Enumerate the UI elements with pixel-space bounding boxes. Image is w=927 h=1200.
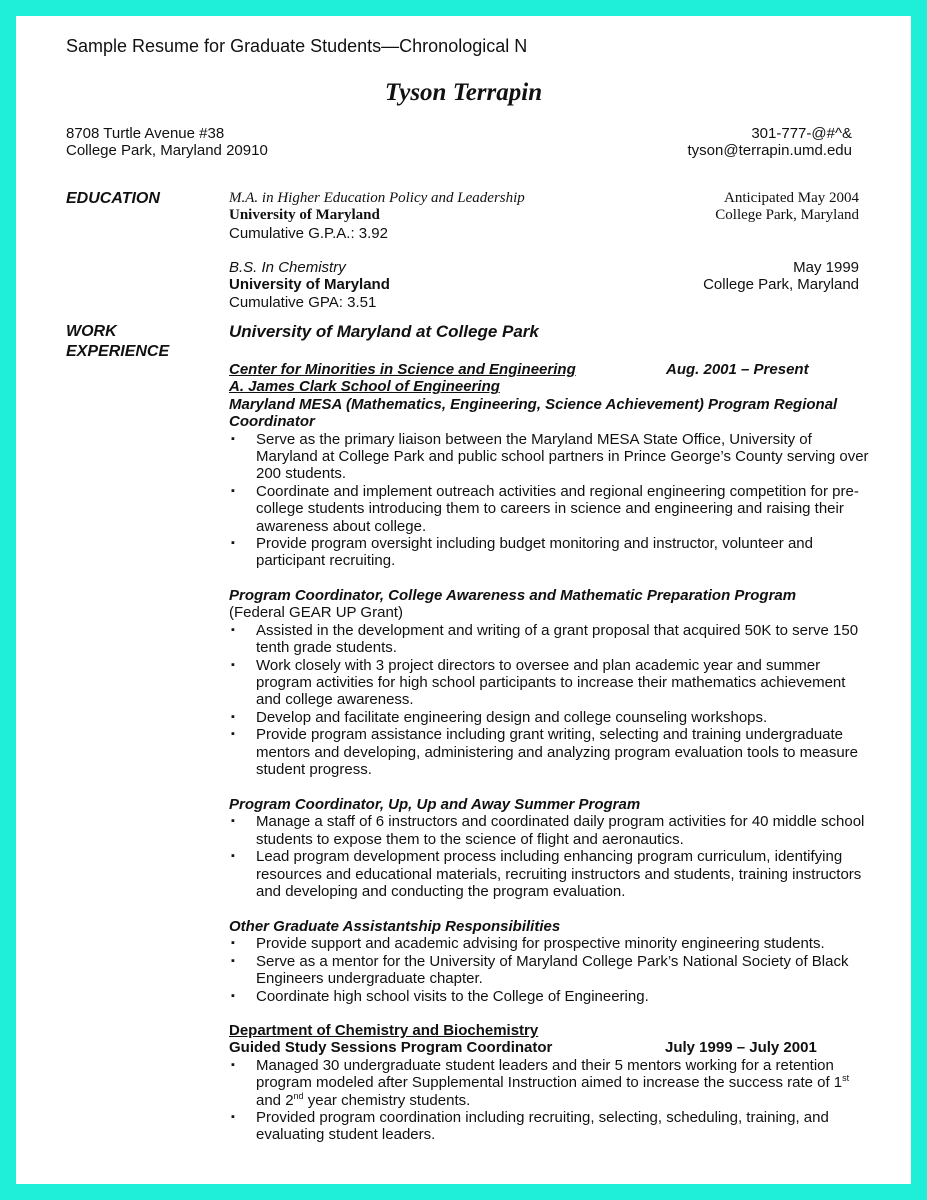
contact-block (560, 125, 852, 159)
job-unit: Department of Chemistry and Biochemistry (229, 1022, 539, 1039)
job-unit-row (229, 361, 869, 378)
job-bullets (229, 1057, 869, 1144)
address-line-1: 8708 Turtle Avenue #38 (66, 125, 225, 142)
list-item: ▪ Lead program development process including enhancing program curriculum, identifying resources and educational materials, recruiting instructors and students, training instructors and developing and conducting the program evaluation. (231, 848, 862, 901)
job-unit-2: A. James Clark School of Engineering (229, 378, 500, 396)
bullet-icon: ▪ (231, 623, 235, 636)
education-degree-bs-meta (600, 259, 859, 294)
job-gear-up (229, 587, 869, 778)
degree-location: College Park, Maryland (703, 276, 859, 294)
list-item: ▪ Serve as the primary liaison between the Maryland MESA State Office, University of Maryland at College Park and public school partners in Prince George’s County serving over 200 students. (231, 430, 869, 483)
job-summer-program (229, 796, 869, 900)
candidate-name: Tyson Terrapin (384, 79, 543, 106)
list-item: ▪ Develop and facilitate engineering design and college counseling workshops. (231, 708, 768, 726)
degree-school: University of Maryland (229, 276, 390, 294)
job-title: Maryland MESA (Mathematics, Engineering, Science Achievement) Program Regional Coordinator (229, 395, 838, 431)
document-title: Sample Resume for Graduate Students—Chronological N (66, 36, 528, 56)
job-subtitle: (Federal GEAR UP Grant) (229, 604, 403, 622)
list-item: ▪ Serve as a mentor for the University of Maryland College Park’s National Society of Black Engineers undergraduate chapter. (231, 952, 849, 988)
bullet-icon: ▪ (231, 728, 235, 741)
degree-date: Anticipated May 2004 (724, 190, 859, 206)
list-item: ▪ Coordinate high school visits to the College of Engineering. (231, 987, 649, 1005)
job-dates: July 1999 – July 2001 (665, 1039, 817, 1057)
bullet-icon: ▪ (231, 484, 235, 497)
phone-number: 301-777-@#^& (751, 125, 852, 142)
degree-date: May 1999 (793, 259, 859, 276)
bullet-icon: ▪ (231, 710, 235, 723)
bullet-icon: ▪ (231, 850, 235, 863)
list-item: ▪ Manage a staff of 6 instructors and coordinated daily program activities for 40 middle school students to expose them to the science of flight and aeronautics. (231, 813, 865, 848)
job-chemistry (229, 1022, 869, 1144)
list-item: ▪ Provided program coordination including recruiting, selecting, scheduling, training, and evaluating student leaders. (231, 1109, 829, 1144)
work-heading-line-1: WORK (66, 323, 117, 340)
job-title: Guided Study Sessions Program Coordinator (229, 1039, 553, 1057)
education-degree-ma-meta (600, 190, 859, 225)
list-item: ▪ Work closely with 3 project directors to oversee and plan academic year and summer program activities for high school participants to increase their mathematics achievement and college awareness. (231, 656, 846, 709)
degree-gpa: Cumulative G.P.A.: 3.92 (229, 224, 388, 242)
degree-location: College Park, Maryland (715, 207, 859, 224)
education-heading: EDUCATION (66, 190, 160, 207)
bullet-icon: ▪ (231, 989, 235, 1002)
degree-title: B.S. In Chemistry (229, 259, 346, 276)
bullet-icon: ▪ (231, 537, 235, 550)
bullet-icon: ▪ (231, 954, 235, 967)
list-item: ▪ Managed 30 undergraduate student leaders and their 5 mentors working for a retention program modeled after Supplemental Instruction aimed to increase the success rate of 1st and 2nd year chemistry students. (231, 1056, 850, 1109)
degree-school: University of Maryland (229, 207, 380, 224)
bullet-icon: ▪ (231, 1111, 235, 1124)
work-heading-line-2: EXPERIENCE (66, 343, 170, 360)
work-heading (66, 322, 169, 362)
address-line-2: College Park, Maryland 20910 (66, 142, 268, 159)
job-bullets (229, 431, 869, 570)
job-dates: Aug. 2001 – Present (666, 361, 809, 378)
bullet-icon: ▪ (231, 1058, 235, 1071)
degree-gpa: Cumulative GPA: 3.51 (229, 293, 377, 311)
list-item: ▪ Provide support and academic advising for prospective minority engineering students. (231, 935, 825, 953)
list-item: ▪ Provide program assistance including grant writing, selecting and training undergraduate mentors and developing, administering and analyzing program evaluation tools to measure student progress. (231, 726, 859, 779)
job-title-row (229, 1039, 869, 1056)
job-bullets (229, 622, 869, 779)
employer-heading: University of Maryland at College Park (229, 322, 539, 341)
email-address: tyson@terrapin.umd.edu (687, 142, 852, 159)
degree-title: M.A. in Higher Education Policy and Leadership (229, 190, 525, 206)
job-assistantship (229, 918, 869, 1005)
list-item: ▪ Assisted in the development and writing of a grant proposal that acquired 50K to serve 150 tenth grade students. (231, 621, 859, 657)
job-bullets (229, 813, 869, 900)
bullet-icon: ▪ (231, 432, 235, 445)
list-item: ▪ Coordinate and implement outreach activities and regional engineering competition for pre-college students introducing them to careers in science and engineering and raising their awareness about college. (231, 482, 859, 535)
job-title: Program Coordinator, Up, Up and Away Summer Program (229, 796, 641, 813)
bullet-icon: ▪ (231, 658, 235, 671)
job-bullets (229, 935, 869, 1005)
job-title: Program Coordinator, College Awareness and Mathematic Preparation Program (229, 587, 797, 604)
bullet-icon: ▪ (231, 815, 235, 828)
job-mesa (229, 361, 869, 570)
bullet-icon: ▪ (231, 937, 235, 950)
address-block (66, 125, 268, 159)
job-title: Other Graduate Assistantship Responsibilities (229, 918, 561, 935)
list-item: ▪ Provide program oversight including budget monitoring and instructor, volunteer and participant recruiting. (231, 535, 813, 570)
job-unit: Center for Minorities in Science and Engineering (229, 361, 576, 378)
